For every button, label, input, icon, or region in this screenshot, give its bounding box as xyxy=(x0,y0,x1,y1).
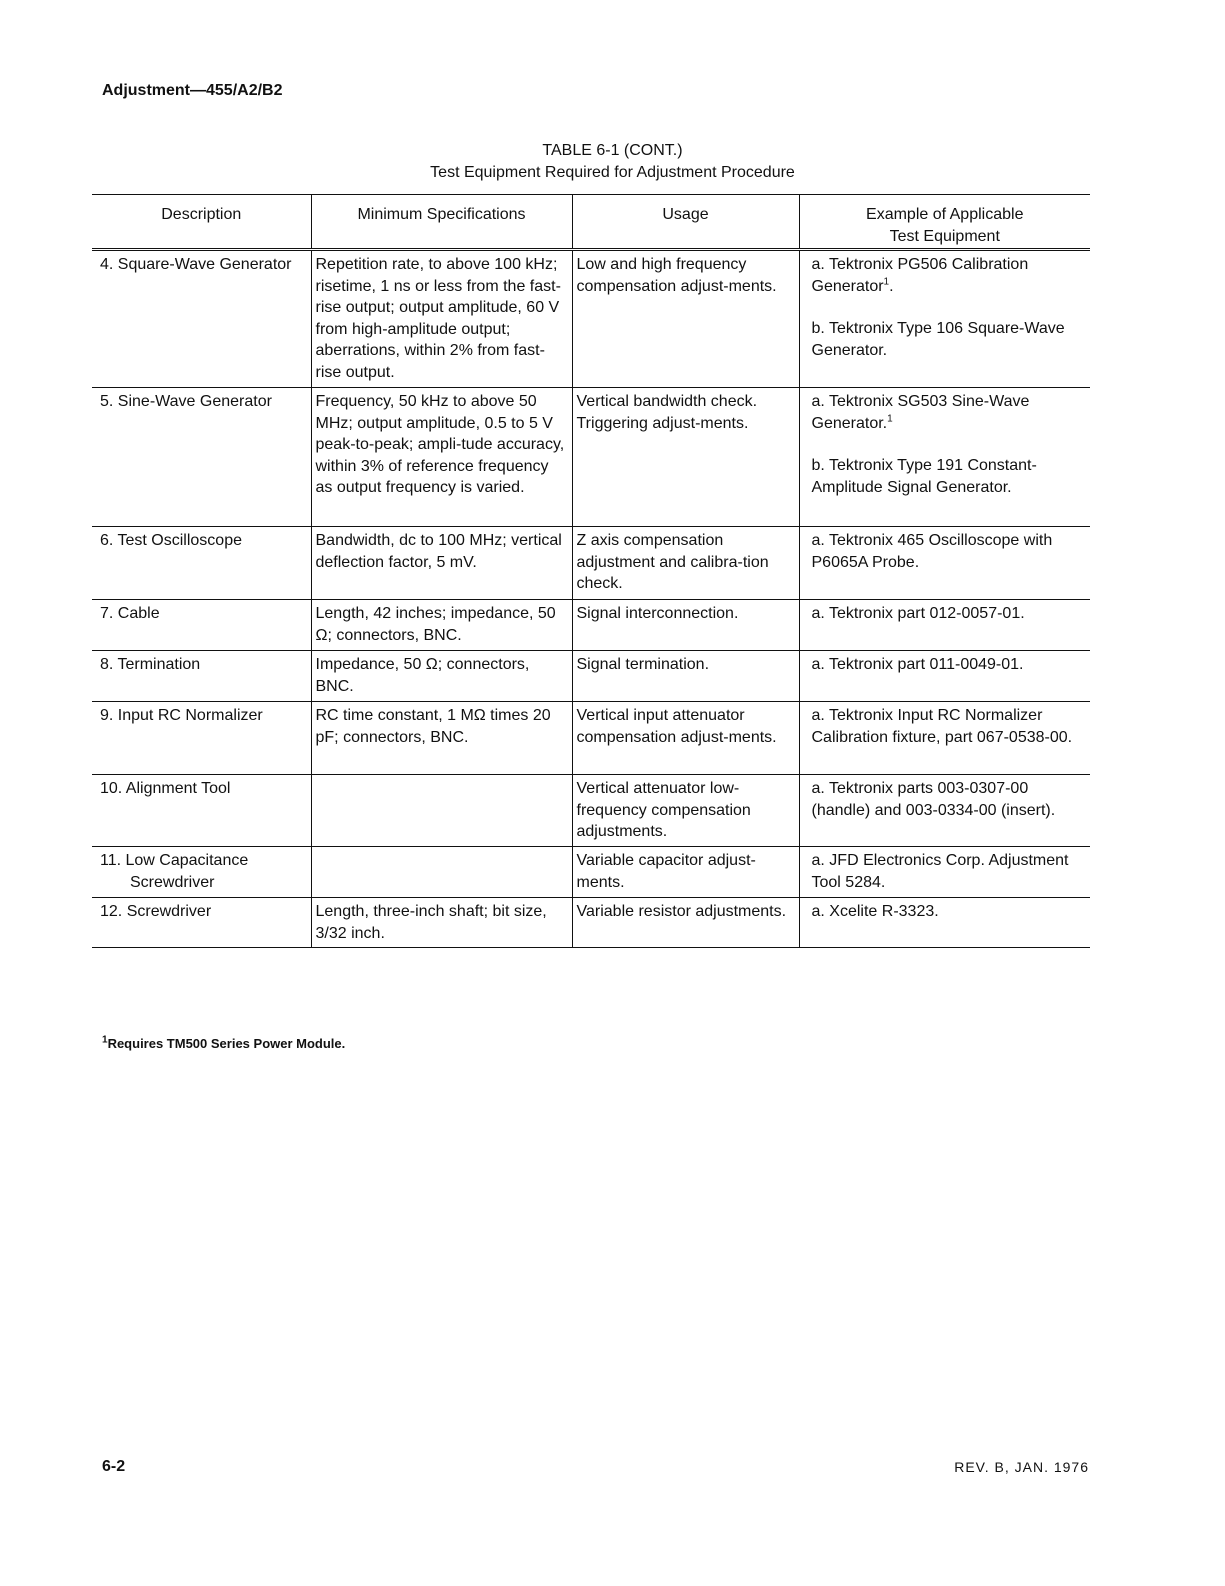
footnote-text: Requires TM500 Series Power Module. xyxy=(107,1036,346,1051)
row-description: 6. Test Oscilloscope xyxy=(92,527,311,600)
row-example: a. JFD Electronics Corp. Adjustment Tool 5284. xyxy=(799,847,1090,898)
row-example: a. Tektronix 465 Oscilloscope with P6065A Probe. xyxy=(799,527,1090,600)
equipment-table xyxy=(92,194,1090,948)
row-spec: RC time constant, 1 MΩ times 20 pF; connectors, BNC. xyxy=(311,702,572,775)
row-description: 4. Square-Wave Generator xyxy=(92,250,311,388)
revision-date: REV. B, JAN. 1976 xyxy=(954,1459,1089,1475)
row-usage: Vertical attenuator low-frequency compensation adjustments. xyxy=(572,775,799,847)
row-usage: Variable resistor adjustments. xyxy=(572,898,799,948)
row-spec xyxy=(311,847,572,898)
footnote-marker: 1 xyxy=(102,1034,108,1046)
table-title: Test Equipment Required for Adjustment Procedure xyxy=(430,164,795,181)
table-row xyxy=(92,651,1090,702)
row-spec: Frequency, 50 kHz to above 50 MHz; output amplitude, 0.5 to 5 V peak-to-peak; ampli-tude accuracy, within 3% of reference frequency as output frequency is varied. xyxy=(311,388,572,527)
column-header-usage: Usage xyxy=(572,195,799,250)
row-spec: Length, three-inch shaft; bit size, 3/32 inch. xyxy=(311,898,572,948)
row-description: 5. Sine-Wave Generator xyxy=(92,388,311,527)
row-spec xyxy=(311,775,572,847)
example-a: a. Tektronix PG506 Calibration Generator$^1$. xyxy=(811,256,1029,295)
row-description-line2: Screwdriver xyxy=(130,873,215,891)
row-description xyxy=(92,847,311,898)
example-a: a. Tektronix SG503 Sine-Wave Generator.$^1$ xyxy=(811,393,1030,432)
table-row xyxy=(92,898,1090,948)
table-row xyxy=(92,702,1090,775)
row-usage: Z axis compensation adjustment and calibra-tion check. xyxy=(572,527,799,600)
row-example: a. Tektronix part 012-0057-01. xyxy=(799,600,1090,651)
row-example xyxy=(799,250,1090,388)
row-example xyxy=(799,388,1090,527)
row-usage: Vertical bandwidth check. Triggering adjust-ments. xyxy=(572,388,799,527)
row-description: 7. Cable xyxy=(92,600,311,651)
column-header-description: Description xyxy=(92,195,311,250)
row-usage: Vertical input attenuator compensation adjust-ments. xyxy=(572,702,799,775)
table-row xyxy=(92,847,1090,898)
table-row xyxy=(92,250,1090,388)
footnote xyxy=(102,1036,345,1051)
table-row xyxy=(92,388,1090,527)
table-row xyxy=(92,775,1090,847)
table-label: TABLE 6-1 (CONT.) xyxy=(542,142,683,159)
footnote-ref: 1 xyxy=(883,276,890,288)
example-b: b. Tektronix Type 191 Constant-Amplitude Signal Generator. xyxy=(811,457,1037,496)
row-spec: Bandwidth, dc to 100 MHz; vertical deflection factor, 5 mV. xyxy=(311,527,572,600)
table-header-row xyxy=(92,195,1090,250)
footnote-ref: 1 xyxy=(887,413,893,425)
row-example: a. Tektronix part 011-0049-01. xyxy=(799,651,1090,702)
row-usage: Low and high frequency compensation adjust-ments. xyxy=(572,250,799,388)
page-number: 6-2 xyxy=(102,1458,126,1475)
row-usage: Signal interconnection. xyxy=(572,600,799,651)
row-example: a. Xcelite R-3323. xyxy=(799,898,1090,948)
row-example: a. Tektronix Input RC Normalizer Calibration fixture, part 067-0538-00. xyxy=(799,702,1090,775)
column-header-example-line2: Test Equipment xyxy=(889,227,1000,245)
column-header-min-spec: Minimum Specifications xyxy=(311,195,572,250)
table-row xyxy=(92,600,1090,651)
column-header-example xyxy=(799,195,1090,250)
row-spec: Impedance, 50 Ω; connectors, BNC. xyxy=(311,651,572,702)
table-row xyxy=(92,527,1090,600)
column-header-example-line1: Example of Applicable xyxy=(866,206,1024,223)
row-description-line1: 11. Low Capacitance xyxy=(100,852,249,869)
row-description: 12. Screwdriver xyxy=(92,898,311,948)
row-description: 8. Termination xyxy=(92,651,311,702)
row-usage: Signal termination. xyxy=(572,651,799,702)
example-b: b. Tektronix Type 106 Square-Wave Generator. xyxy=(811,320,1065,359)
row-description: 9. Input RC Normalizer xyxy=(92,702,311,775)
page-header: Adjustment—455/A2/B2 xyxy=(102,82,283,99)
row-spec: Length, 42 inches; impedance, 50 Ω; connectors, BNC. xyxy=(311,600,572,651)
row-description: 10. Alignment Tool xyxy=(92,775,311,847)
row-usage: Variable capacitor adjust-ments. xyxy=(572,847,799,898)
row-example: a. Tektronix parts 003-0307-00 (handle) and 003-0334-00 (insert). xyxy=(799,775,1090,847)
row-spec: Repetition rate, to above 100 kHz; risetime, 1 ns or less from the fast-rise output; output amplitude, 60 V from high-amplitude output; aberrations, within 2% from fast-rise output. xyxy=(311,250,572,388)
